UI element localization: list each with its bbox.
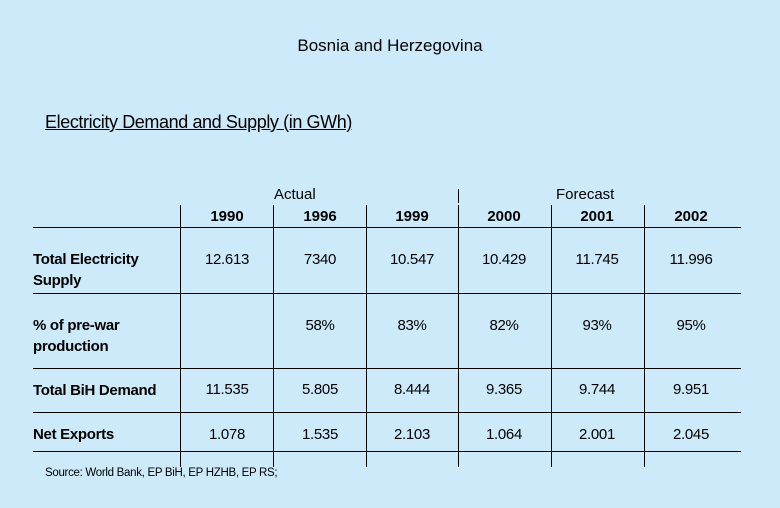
table-cell: 5.805 xyxy=(301,381,339,398)
row-divider xyxy=(33,368,741,369)
row-divider xyxy=(33,227,741,228)
row-label-total-supply: Total Electricity Supply xyxy=(33,251,139,289)
table-cell: 9.365 xyxy=(485,381,523,398)
table-cell: 1.064 xyxy=(485,426,523,443)
table-cell: 9.744 xyxy=(578,381,616,398)
source-note: Source: World Bank, EP BiH, EP HZHB, EP RS; xyxy=(45,467,278,479)
year-header-2000: 2000 xyxy=(487,208,521,225)
row-divider xyxy=(33,293,741,294)
table-cell: 10.547 xyxy=(389,251,435,268)
group-label-actual: Actual xyxy=(274,186,316,203)
row-label-total-demand: Total BiH Demand xyxy=(33,382,157,399)
year-header-1996: 1996 xyxy=(303,208,337,225)
group-label-forecast: Forecast xyxy=(556,186,615,203)
table-cell: 11.535 xyxy=(205,381,249,398)
table-cell: 2.103 xyxy=(393,426,431,443)
row-divider xyxy=(33,451,741,452)
year-header-1990: 1990 xyxy=(210,208,244,225)
column-divider xyxy=(273,205,274,467)
table-cell: 11.745 xyxy=(575,251,619,268)
group-separator xyxy=(458,189,459,203)
table-cell: 2.045 xyxy=(672,426,710,443)
row-label-net-exports: Net Exports xyxy=(33,426,114,443)
table-cell: 83% xyxy=(397,317,427,334)
table-cell: 10.429 xyxy=(481,251,527,268)
table-cell: 12.613 xyxy=(204,251,250,268)
slide-title: Bosnia and Herzegovina xyxy=(297,36,483,55)
year-header-2002: 2002 xyxy=(674,208,708,225)
row-divider xyxy=(33,412,741,413)
table-cell: 93% xyxy=(582,317,612,334)
year-header-1999: 1999 xyxy=(395,208,429,225)
table-cell: 1.078 xyxy=(208,426,246,443)
table-cell: 11.996 xyxy=(669,251,713,268)
table-cell: 82% xyxy=(489,317,519,334)
table-subtitle: Electricity Demand and Supply (in GWh) xyxy=(45,112,352,132)
column-divider xyxy=(551,205,552,467)
column-divider xyxy=(366,205,367,467)
column-divider xyxy=(644,205,645,467)
table-cell: 1.535 xyxy=(301,426,339,443)
table-cell: 58% xyxy=(305,317,335,334)
table-cell: 95% xyxy=(676,317,706,334)
table-cell: 2.001 xyxy=(578,426,616,443)
table-cell: 7340 xyxy=(303,251,337,268)
year-header-2001: 2001 xyxy=(580,208,614,225)
row-label-pre-war-production: % of pre-war production xyxy=(33,317,120,355)
column-divider xyxy=(458,205,459,467)
table-cell: 9.951 xyxy=(672,381,710,398)
column-divider xyxy=(180,205,181,467)
table-cell: 8.444 xyxy=(393,381,431,398)
